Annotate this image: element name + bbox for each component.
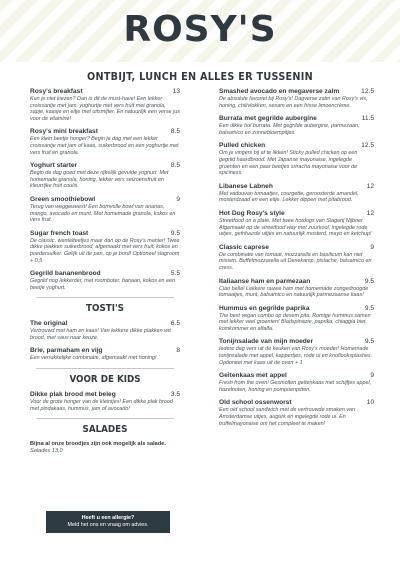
menu-item-description: Een klein beetje honger? Begin je dag met een lekker croissantje met jam of kaas, suikerbrood en een yoghurtje met vers fruit en granola.	[30, 136, 179, 156]
salads-heading: SALADES	[36, 418, 174, 435]
menu-item-header	[219, 183, 374, 190]
menu-item-description: Streetfood on a plate. Met twee hotdogs van Slagerij Nijboer. Afgemaakt op de streetfood way met zuurkool, ingelegde rode uitjes, gefrituurde uitjes en natuurlijk mosterd, mayo en ketchup!	[219, 217, 372, 238]
menu-item-header	[219, 399, 374, 406]
menu-item	[30, 320, 180, 341]
menu-item-header	[219, 142, 374, 149]
salads-note: Bijna al onze broodjes zijn ook mogelijk als salade.	[30, 441, 166, 448]
menu-item-price: 12	[366, 209, 374, 217]
menu-item-price: 10	[366, 399, 374, 407]
section-title: ONTBIJT, LUNCH EN ALLES ER TUSSENIN	[86, 71, 314, 83]
menu-item-price: 8.5	[170, 128, 180, 136]
menu-item-name: Green smoothiebowl	[30, 195, 96, 203]
menu-item-header	[219, 338, 374, 345]
menu-item	[219, 305, 374, 333]
menu-item-header	[30, 320, 180, 327]
menu-item-price: 11.5	[361, 115, 374, 123]
menu-item-header	[219, 372, 374, 379]
menu-item-description: Een dikke bol burrata. Met gegrilde aubergine, parmezaan, balsamico en zonnebloempitjes.	[219, 123, 360, 136]
menu-item-price: 6.5	[170, 320, 180, 328]
menu-item	[219, 210, 374, 238]
menu-item	[219, 278, 374, 299]
menu-item-price: 8	[176, 347, 180, 355]
menu-item-header	[219, 88, 374, 95]
menu-item-price: 12	[366, 182, 374, 190]
menu-item-description: The best vegan combo op desem pita. Romige hummus samen met lekker veel groenten! Bladspinazie, paprika, chiaggia biet, komkommer en alfalfa.	[219, 312, 371, 332]
menu-item-name: Hot Dog Rosy's style	[219, 209, 285, 217]
menu-item-header	[30, 162, 180, 169]
menu-item-price: 3.5	[170, 391, 180, 399]
menu-item	[219, 372, 374, 393]
menu-item-description: Iedere dag vers uit de keuken van Rosy's moeder! Homemade tonijnsalade met appel, kappertjes, rode ui en knoflooksplashes. Optioneel met kaas uit de oven + 1	[219, 346, 373, 366]
menu-item-header	[219, 115, 374, 122]
menu-item-description: Fresh from the oven! Gesmolten geitenkaas met schijfjes appel, hazelnoten, honing en pompoenpitten.	[219, 380, 372, 393]
menu-item-header	[30, 88, 180, 95]
menu-item-header	[30, 196, 180, 203]
menu-item	[30, 128, 180, 156]
salads-price: Salades 13,0	[30, 448, 63, 455]
menu-item-description: Om je vingers bij af te likken! Sticky pulled chicken op een gegrild haardbrood. Met Japanse mayonaise, ingelegde groenten en een paar beetjes sriracha mayonaise voor de spiciness.	[219, 150, 358, 177]
menu-item-description: De absolute favoriet bij Rosy's! Dagverse zalm van Rosy's vis, honing, chilivlokken, sesam en een frisse limoencrème.	[219, 96, 368, 109]
menu-item-price: 12.5	[361, 142, 374, 150]
menu-item	[30, 162, 180, 190]
logo: ROSY'S	[123, 9, 277, 50]
menu-item-name: The original	[30, 320, 68, 328]
tostis-heading: TOSTI'S	[36, 297, 174, 314]
menu-item-description: Met vadouvan tomaatjes, courgette, geroosterde amandel, mosterdzaad en een eitje. Lekker dippen met pitabrood.	[219, 190, 359, 204]
menu-item-description: Vertrouwd met ham en kaas! Van lekkere dikke plakken wit brood, met saus naar keuze.	[30, 328, 171, 341]
menu-item-description: De classic, wentelteefjes maar dan op de Rosy's manier! Twee dikke plakken suikerbrood, afgemaakt met vers fruit, kokos en poedersuiker. Gelijk uit de pan, op je bord! Optioneel slagroom + 0,5	[30, 237, 180, 264]
menu-item	[219, 183, 374, 204]
menu-item-header	[219, 305, 374, 312]
menu-item-name: Gegrild bananenbrood	[30, 270, 101, 278]
menu-item-name: Hummus en gegrilde paprika	[219, 304, 310, 312]
menu-item-name: Pulled chicken	[219, 142, 266, 150]
menu-item-header	[219, 278, 374, 285]
menu-item-price: 9	[176, 195, 180, 203]
menu-item-header	[30, 391, 180, 398]
menu-item-price: 9.5	[364, 277, 374, 285]
menu-item-name: Smashed avocado en megaverse zalm	[219, 88, 340, 95]
menu-item-name: Dikke plak brood met beleg	[30, 391, 116, 399]
menu-item	[219, 399, 374, 427]
menu-item	[30, 88, 180, 122]
menu-item-name: Rosy's mini breakfast	[30, 128, 98, 136]
menu-item-description: De combinatie van tomaat, mozzarella en basilicum kan niet missen. Buffelmozzarella uit Denekamp, pistache, balsamico en cress.	[219, 251, 372, 271]
menu-item-header	[219, 210, 374, 217]
menu-item	[219, 142, 374, 176]
menu-item	[30, 347, 180, 362]
menu-item-header	[30, 128, 180, 135]
menu-item-price: 5.5	[170, 270, 180, 278]
menu-item-header	[30, 347, 180, 354]
menu-right-column	[219, 88, 374, 433]
menu-item-name: Sugar french toast	[30, 229, 89, 237]
menu-item-header	[219, 244, 374, 251]
menu-item-price: 9	[370, 372, 374, 380]
allergy-question: Heeft u een allergie?	[81, 515, 135, 521]
menu-item-description: Een old school sandwich met de vertrouwde smaken van Amsterdamse uitjes, augurk en ingelegde rode ui. En truffelmayonaise om het compleet te maken!	[219, 407, 356, 427]
menu-item	[219, 115, 374, 136]
menu-item	[30, 270, 180, 291]
menu-item-name: Italiaanse ham en parmezaan	[219, 277, 311, 285]
salads-text	[30, 441, 180, 455]
menu-item-description: Begin de dag goed met deze rijkelijk gevulde yoghurt. Met homemade granola, honing, lekker vers seizoensfruit en kleurrijke fruit coulis.	[30, 170, 169, 190]
menu-item-name: Tonijnsalade van mijn moeder	[219, 338, 314, 346]
menu-item	[219, 244, 374, 272]
menu-item	[30, 391, 180, 412]
menu-left-column	[30, 88, 180, 455]
menu-item-name: Burrata met gegrilde aubergine	[219, 115, 317, 123]
menu-item-name: Rosy's breakfast	[30, 88, 83, 95]
menu-item-price: 9.5	[364, 338, 374, 346]
menu-item-description: Gegrild nog lekkerder, met roomboter, banaan, kokos en een beetje yoghurt.	[30, 278, 176, 291]
menu-item-description: Terug van weggeweest! Een bomvolle bowl van ananas, mango, avocado en munt. Met homemade granola, kokos en vers fruit.	[30, 203, 176, 224]
menu-item-description: Kun je niet kiezen? Dan is dit de must-have! Een lekker croissantje met jam, yoghurtje met vers fruit met granola, sapje, kaasje en eitje met uitsmijter. En natuurlijk een verse jus voor de vitamine!	[30, 96, 180, 122]
menu-item-name: Brie, parmaham en vijg	[30, 347, 103, 355]
kids-heading: VOOR DE KIDS	[36, 368, 174, 385]
menu-item-price: 13	[172, 88, 180, 95]
menu-item-header	[30, 270, 180, 277]
menu-item-price: 9	[370, 243, 374, 251]
allergy-advice: Meld het ons en vraag om advies.	[67, 522, 149, 528]
menu-item	[219, 338, 374, 366]
header-banner	[0, 0, 400, 62]
menu-item-description: Ciao bella! Lekkere rauwe ham met homemade zongedroogde tomaatjes, munt, balsamico en natuurlijk parmezaanse kaas!	[219, 285, 369, 299]
menu-item	[30, 230, 180, 264]
menu-item-name: Geitenkaas met appel	[219, 372, 287, 380]
menu-item-name: Old school ossenworst	[219, 399, 292, 407]
menu-item-name: Yoghurt starter	[30, 162, 78, 170]
menu-item-price: 9.5	[364, 304, 374, 312]
menu-item-name: Libanese Labneh	[219, 182, 273, 190]
menu-item-price: 9.5	[170, 229, 180, 237]
menu-item-price: 8.5	[170, 162, 180, 170]
menu-item-description: Een verrukkelijke combinatie, afgemaakt met honing!	[30, 355, 157, 362]
menu-item-price: 12.5	[361, 88, 374, 95]
menu-item-name: Classic caprese	[219, 243, 269, 251]
menu-item-header	[30, 230, 180, 237]
allergy-notice	[46, 511, 170, 533]
menu-item	[219, 88, 374, 109]
menu-item-description: Voor de grote honger van de kleintjes! Een dikke plak brood met pindakaas, hummus, jam of avocado!	[30, 399, 173, 412]
menu-item	[30, 196, 180, 224]
